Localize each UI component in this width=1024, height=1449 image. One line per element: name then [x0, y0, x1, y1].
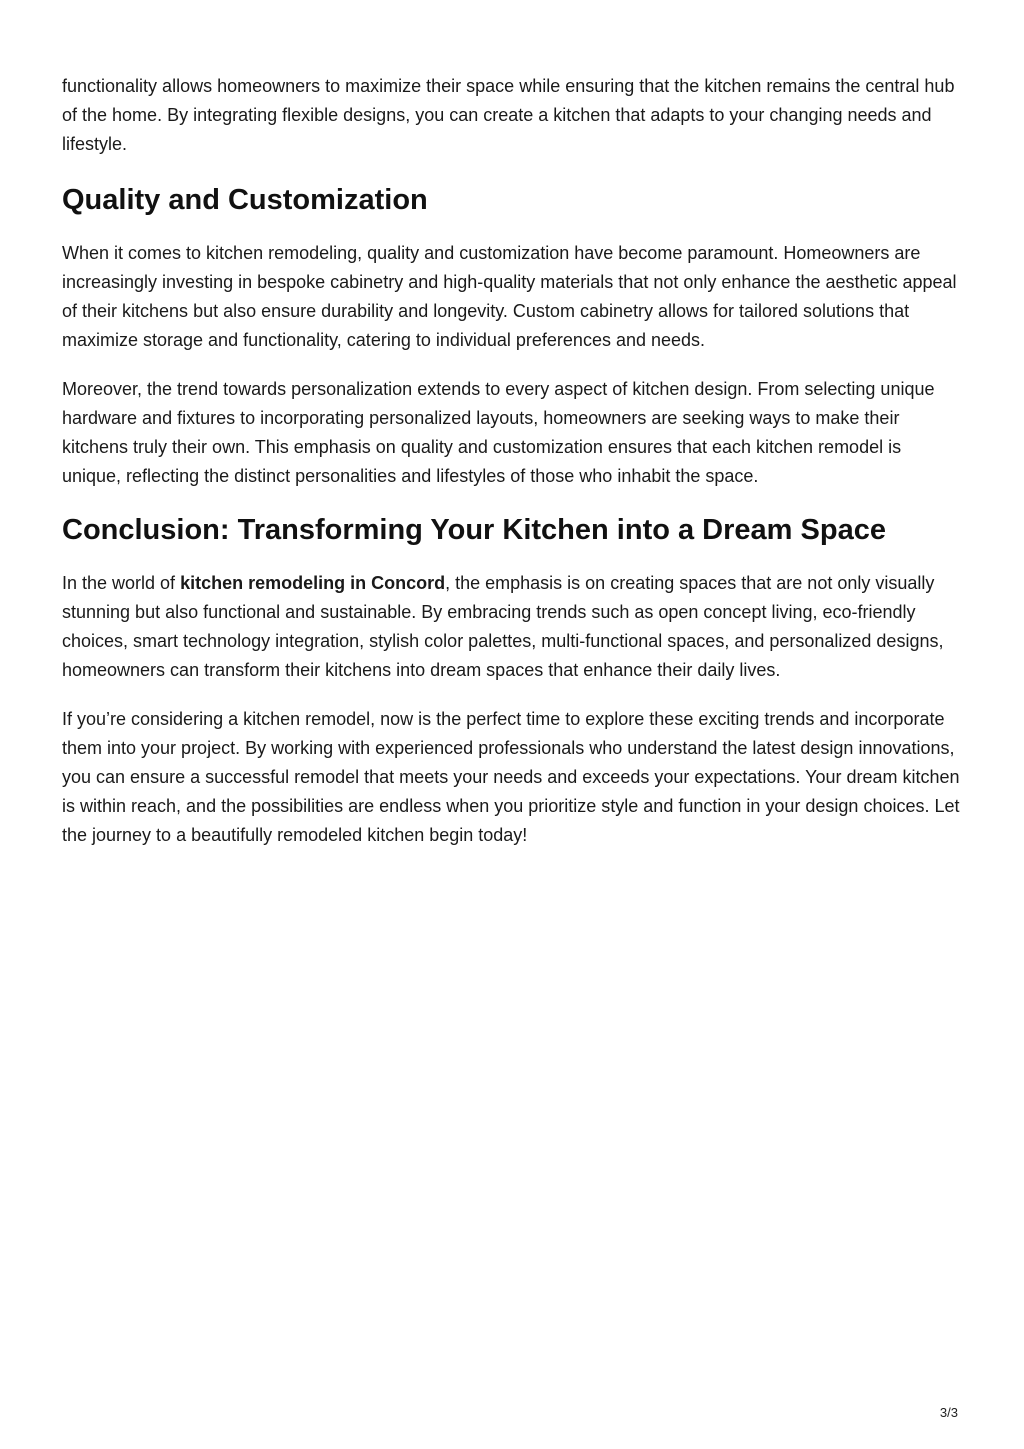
document-page	[62, 72, 962, 870]
conclusion-paragraph-1-prefix: In the world of	[62, 573, 181, 593]
conclusion-heading: Conclusion: Transforming Your Kitchen into a Dream Space	[62, 514, 886, 546]
page-number: 3/3	[939, 1405, 958, 1420]
conclusion-paragraph-1-suffix: , the emphasis is on creating spaces that are not only visually stunning but also functional and sustainable. By embracing trends such as open concept living, eco-friendly choices, smart technology integration, stylish color palettes, multi-functional spaces, and personalized designs, homeowners can transform their kitchens into dream spaces that enhance their daily lives.	[62, 573, 944, 680]
intro-paragraph: functionality allows homeowners to maximize their space while ensuring that the kitchen remains the central hub of the home. By integrating flexible designs, you can create a kitchen that adapts to your changing needs and lifestyle.	[62, 76, 955, 154]
conclusion-keyword: kitchen remodeling in Concord	[180, 573, 446, 593]
quality-heading: Quality and Customization	[62, 184, 428, 216]
quality-paragraph-2: Moreover, the trend towards personalization extends to every aspect of kitchen design. From selecting unique hardware and fixtures to incorporating personalized layouts, homeowners are seeking ways to make their kitchens truly their own. This emphasis on quality and customization ensures that each kitchen remodel is unique, reflecting the distinct personalities and lifestyles of those who inhabit the space.	[62, 379, 935, 486]
conclusion-paragraph-2: If you’re considering a kitchen remodel, now is the perfect time to explore these exciting trends and incorporate them into your project. By working with experienced professionals who understand the latest design innovations, you can ensure a successful remodel that meets your needs and exceeds your expectations. Your dream kitchen is within reach, and the possibilities are endless when you prioritize style and function in your design choices. Let the journey to a beautifully remodeled kitchen begin today!	[62, 709, 960, 845]
conclusion-paragraph-1	[62, 569, 962, 685]
quality-paragraph-1: When it comes to kitchen remodeling, quality and customization have become paramount. Homeowners are increasingly investing in bespoke cabinetry and high-quality materials that not only enhance the aesthetic appeal of their kitchens but also ensure durability and longevity. Custom cabinetry allows for tailored solutions that maximize storage and functionality, catering to individual preferences and needs.	[62, 243, 957, 350]
